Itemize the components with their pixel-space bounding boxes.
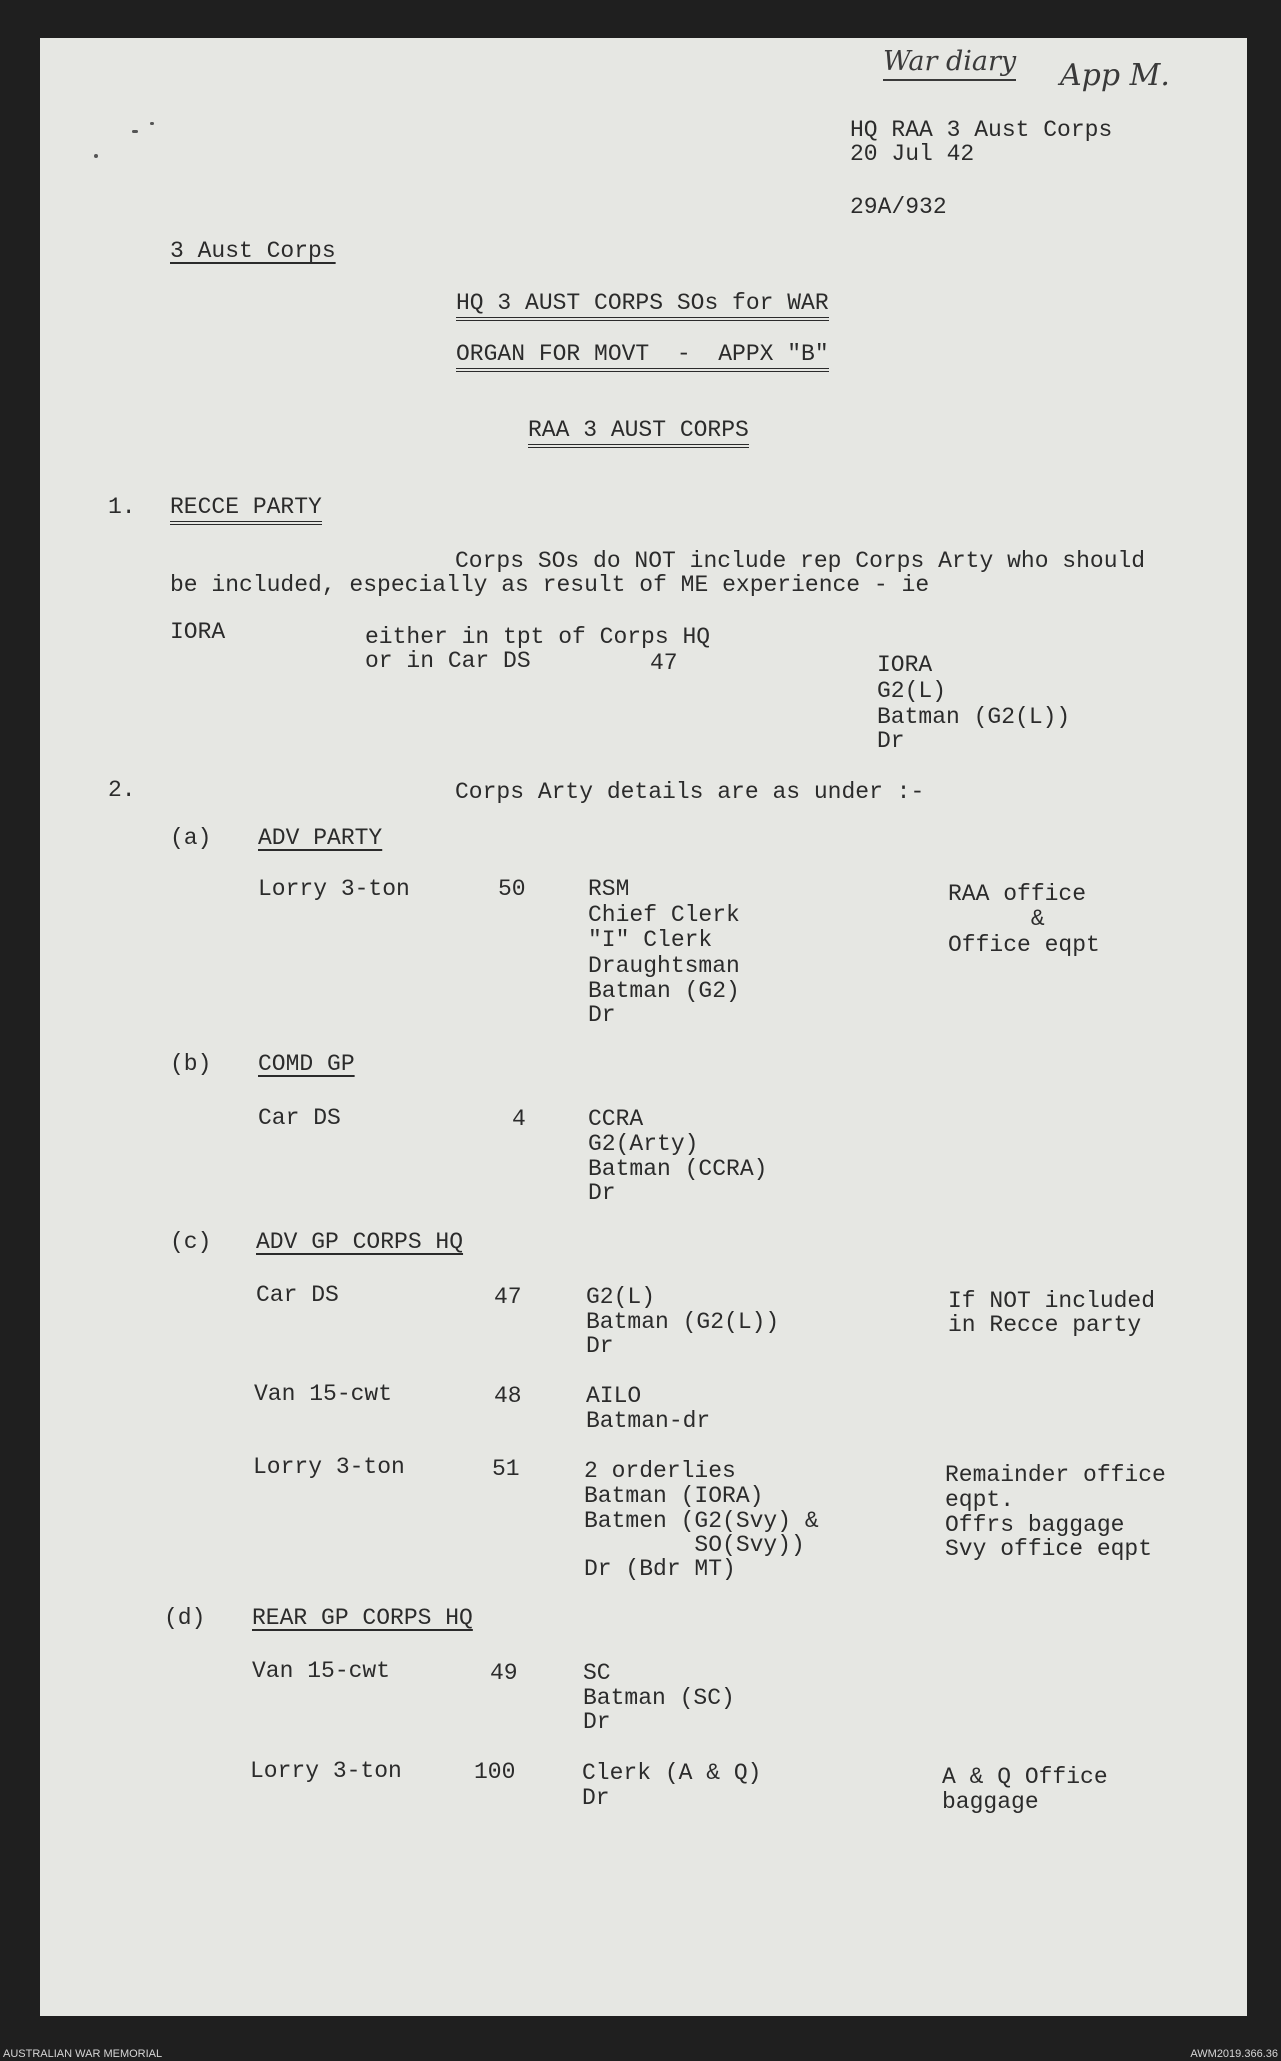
section2-number: 2. (108, 777, 136, 803)
table-remarks: Remainder office (945, 1462, 1166, 1488)
table-personnel: Dr (586, 1333, 614, 1359)
table-personnel: Draughtsman (588, 953, 740, 979)
table-vehicle: Car DS (258, 1105, 341, 1131)
section1-paragraph-line1: Corps SOs do NOT include rep Corps Arty who should (455, 548, 1146, 574)
table-personnel: Dr (588, 1002, 616, 1028)
table-personnel: Batmen (G2(Svy) & (584, 1508, 819, 1534)
table-vehicle-number: 50 (498, 876, 526, 902)
table-personnel: SO(Svy)) (584, 1532, 805, 1558)
table-vehicle-number: 47 (494, 1284, 522, 1310)
section1-personnel-4: Dr (877, 728, 905, 754)
group-a-heading: ADV PARTY (258, 825, 383, 851)
group-c-heading: ADV GP CORPS HQ (256, 1229, 464, 1255)
table-personnel: Batman-dr (586, 1408, 711, 1434)
table-personnel: Dr (582, 1785, 610, 1811)
title-line2: ORGAN FOR MOVT - APPX "B" (456, 341, 829, 372)
table-personnel: Dr (Bdr MT) (584, 1556, 736, 1582)
table-remarks: Svy office eqpt (945, 1536, 1153, 1562)
section1-detail-line1: either in tpt of Corps HQ (365, 624, 711, 650)
addressee: 3 Aust Corps (170, 238, 336, 264)
section1-personnel-1: IORA (877, 652, 933, 678)
table-personnel: SC (583, 1660, 611, 1686)
subtitle: RAA 3 AUST CORPS (528, 417, 749, 448)
footer-left: AUSTRALIAN WAR MEMORIAL (3, 2048, 163, 2060)
table-remarks: eqpt. (945, 1487, 1015, 1513)
table-vehicle: Lorry 3-ton (258, 876, 410, 902)
table-personnel: "I" Clerk (588, 927, 713, 953)
table-remarks: Office eqpt (948, 932, 1100, 958)
group-c-letter: (c) (170, 1229, 212, 1255)
table-remarks: & (948, 906, 1045, 932)
section2-intro: Corps Arty details are as under :- (455, 779, 925, 805)
group-b-letter: (b) (170, 1051, 212, 1077)
table-remarks: RAA office (948, 881, 1087, 907)
table-personnel: Batman (G2(L)) (586, 1309, 780, 1335)
table-personnel: CCRA (588, 1106, 644, 1132)
table-vehicle-number: 4 (512, 1106, 526, 1132)
group-d-heading: REAR GP CORPS HQ (252, 1605, 473, 1631)
table-personnel: Dr (583, 1709, 611, 1735)
table-remarks: If NOT included (948, 1288, 1156, 1314)
table-personnel: 2 orderlies (584, 1458, 736, 1484)
section1-paragraph-line2: be included, especially as result of ME experience - ie (170, 572, 930, 598)
handwritten-annotation: War diary (883, 46, 1016, 81)
table-personnel: Chief Clerk (588, 902, 740, 928)
footer-right: AWM2019.366.36 (1190, 2048, 1278, 2060)
table-vehicle-number: 51 (492, 1456, 520, 1482)
header-reference: 29A/932 (850, 194, 947, 220)
table-personnel: Batman (G2) (588, 978, 740, 1004)
table-vehicle: Van 15-cwt (254, 1381, 393, 1407)
table-personnel: G2(Arty) (588, 1131, 699, 1157)
table-personnel: RSM (588, 876, 630, 902)
appendix-annotation: App M. (1060, 58, 1170, 93)
section1-detail-line2: or in Car DS (365, 648, 531, 674)
header-date: 20 Jul 42 (850, 141, 975, 167)
table-vehicle-number: 48 (494, 1383, 522, 1409)
section1-heading: RECCE PARTY (170, 494, 322, 525)
table-personnel: G2(L) (586, 1284, 656, 1310)
table-remarks: A & Q Office (942, 1764, 1108, 1790)
table-remarks: baggage (942, 1789, 1039, 1815)
section1-number: 1. (108, 494, 136, 520)
table-vehicle: Van 15-cwt (252, 1658, 391, 1684)
table-vehicle-number: 49 (490, 1660, 518, 1686)
section1-personnel-2: G2(L) (877, 678, 947, 704)
table-remarks: in Recce party (948, 1312, 1142, 1338)
table-vehicle-number: 100 (474, 1759, 516, 1785)
group-a-letter: (a) (170, 825, 212, 851)
section1-vehicle-number: 47 (650, 650, 678, 676)
table-personnel: Batman (SC) (583, 1685, 735, 1711)
table-vehicle: Lorry 3-ton (253, 1454, 405, 1480)
table-personnel: Clerk (A & Q) (582, 1760, 762, 1786)
table-vehicle: Car DS (256, 1282, 339, 1308)
group-b-heading: COMD GP (258, 1051, 355, 1077)
title-line1: HQ 3 AUST CORPS SOs for WAR (456, 290, 829, 321)
section1-label: IORA (170, 619, 226, 645)
group-d-letter: (d) (164, 1605, 206, 1631)
section1-personnel-3: Batman (G2(L)) (877, 704, 1071, 730)
table-remarks: Offrs baggage (945, 1512, 1125, 1538)
table-vehicle: Lorry 3-ton (250, 1758, 402, 1784)
table-personnel: Batman (CCRA) (588, 1156, 768, 1182)
table-personnel: Batman (IORA) (584, 1483, 764, 1509)
table-personnel: Dr (588, 1180, 616, 1206)
document-page (40, 38, 1247, 2016)
table-personnel: AILO (586, 1383, 642, 1409)
header-office: HQ RAA 3 Aust Corps (850, 117, 1113, 143)
